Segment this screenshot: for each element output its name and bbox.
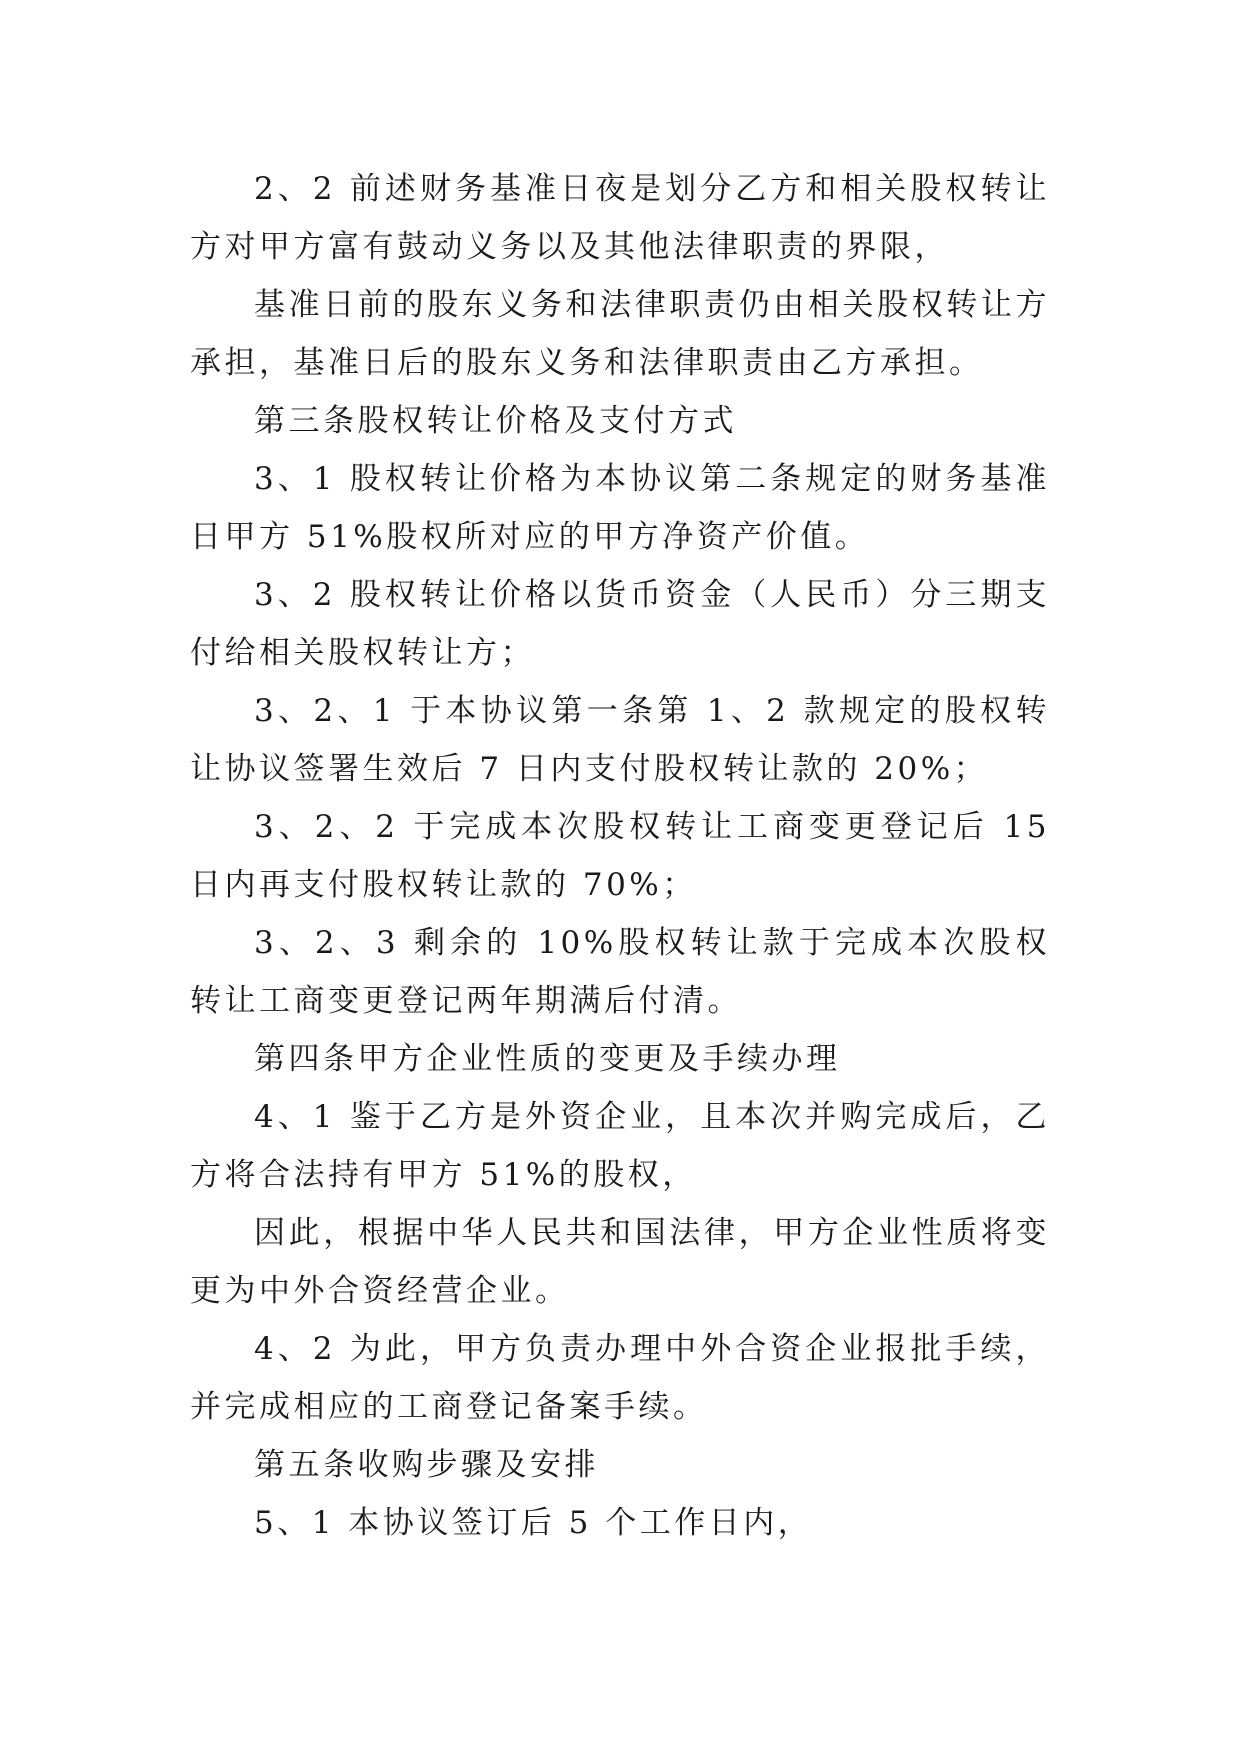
paragraph-3-2-1: 3、2、1 于本协议第一条第 1、2 款规定的股权转让协议签署生效后 7 日内支付股权转让款的 20%； (190, 693, 1050, 787)
paragraph-2-2: 2、2 前述财务基准日夜是划分乙方和相关股权转让方对甲方富有鼓动义务以及其他法律职责的界限， (190, 171, 1050, 265)
paragraph-3-2: 3、2 股权转让价格以货币资金（人民币）分三期支付给相关股权转让方； (190, 577, 1050, 671)
paragraph-4-2: 4、2 为此，甲方负责办理中外合资企业报批手续，并完成相应的工商登记备案手续。 (190, 1331, 1050, 1425)
paragraph-enterprise-nature: 因此，根据中华人民共和国法律，甲方企业性质将变更为中外合资经营企业。 (190, 1215, 1050, 1309)
article-3-heading: 第三条股权转让价格及支付方式 (254, 403, 737, 439)
paragraph-3-2-3: 3、2、3 剩余的 10%股权转让款于完成本次股权转让工商变更登记两年期满后付清。 (190, 925, 1050, 1019)
paragraph-3-2-2: 3、2、2 于完成本次股权转让工商变更登记后 15 日内再支付股权转让款的 70%； (190, 809, 1050, 903)
paragraph-base-date-obligations: 基准日前的股东义务和法律职责仍由相关股权转让方承担，基准日后的股东义务和法律职责由乙方承担。 (190, 287, 1050, 381)
paragraph-3-1: 3、1 股权转让价格为本协议第二条规定的财务基准日甲方 51%股权所对应的甲方净资产价值。 (190, 461, 1050, 555)
paragraph-5-1: 5、1 本协议签订后 5 个工作日内， (254, 1505, 813, 1541)
paragraph-4-1: 4、1 鉴于乙方是外资企业，且本次并购完成后，乙方将合法持有甲方 51%的股权， (190, 1099, 1050, 1193)
article-4-heading: 第四条甲方企业性质的变更及手续办理 (254, 1041, 841, 1077)
article-5-heading: 第五条收购步骤及安排 (254, 1447, 599, 1483)
document-body (190, 160, 1050, 1552)
